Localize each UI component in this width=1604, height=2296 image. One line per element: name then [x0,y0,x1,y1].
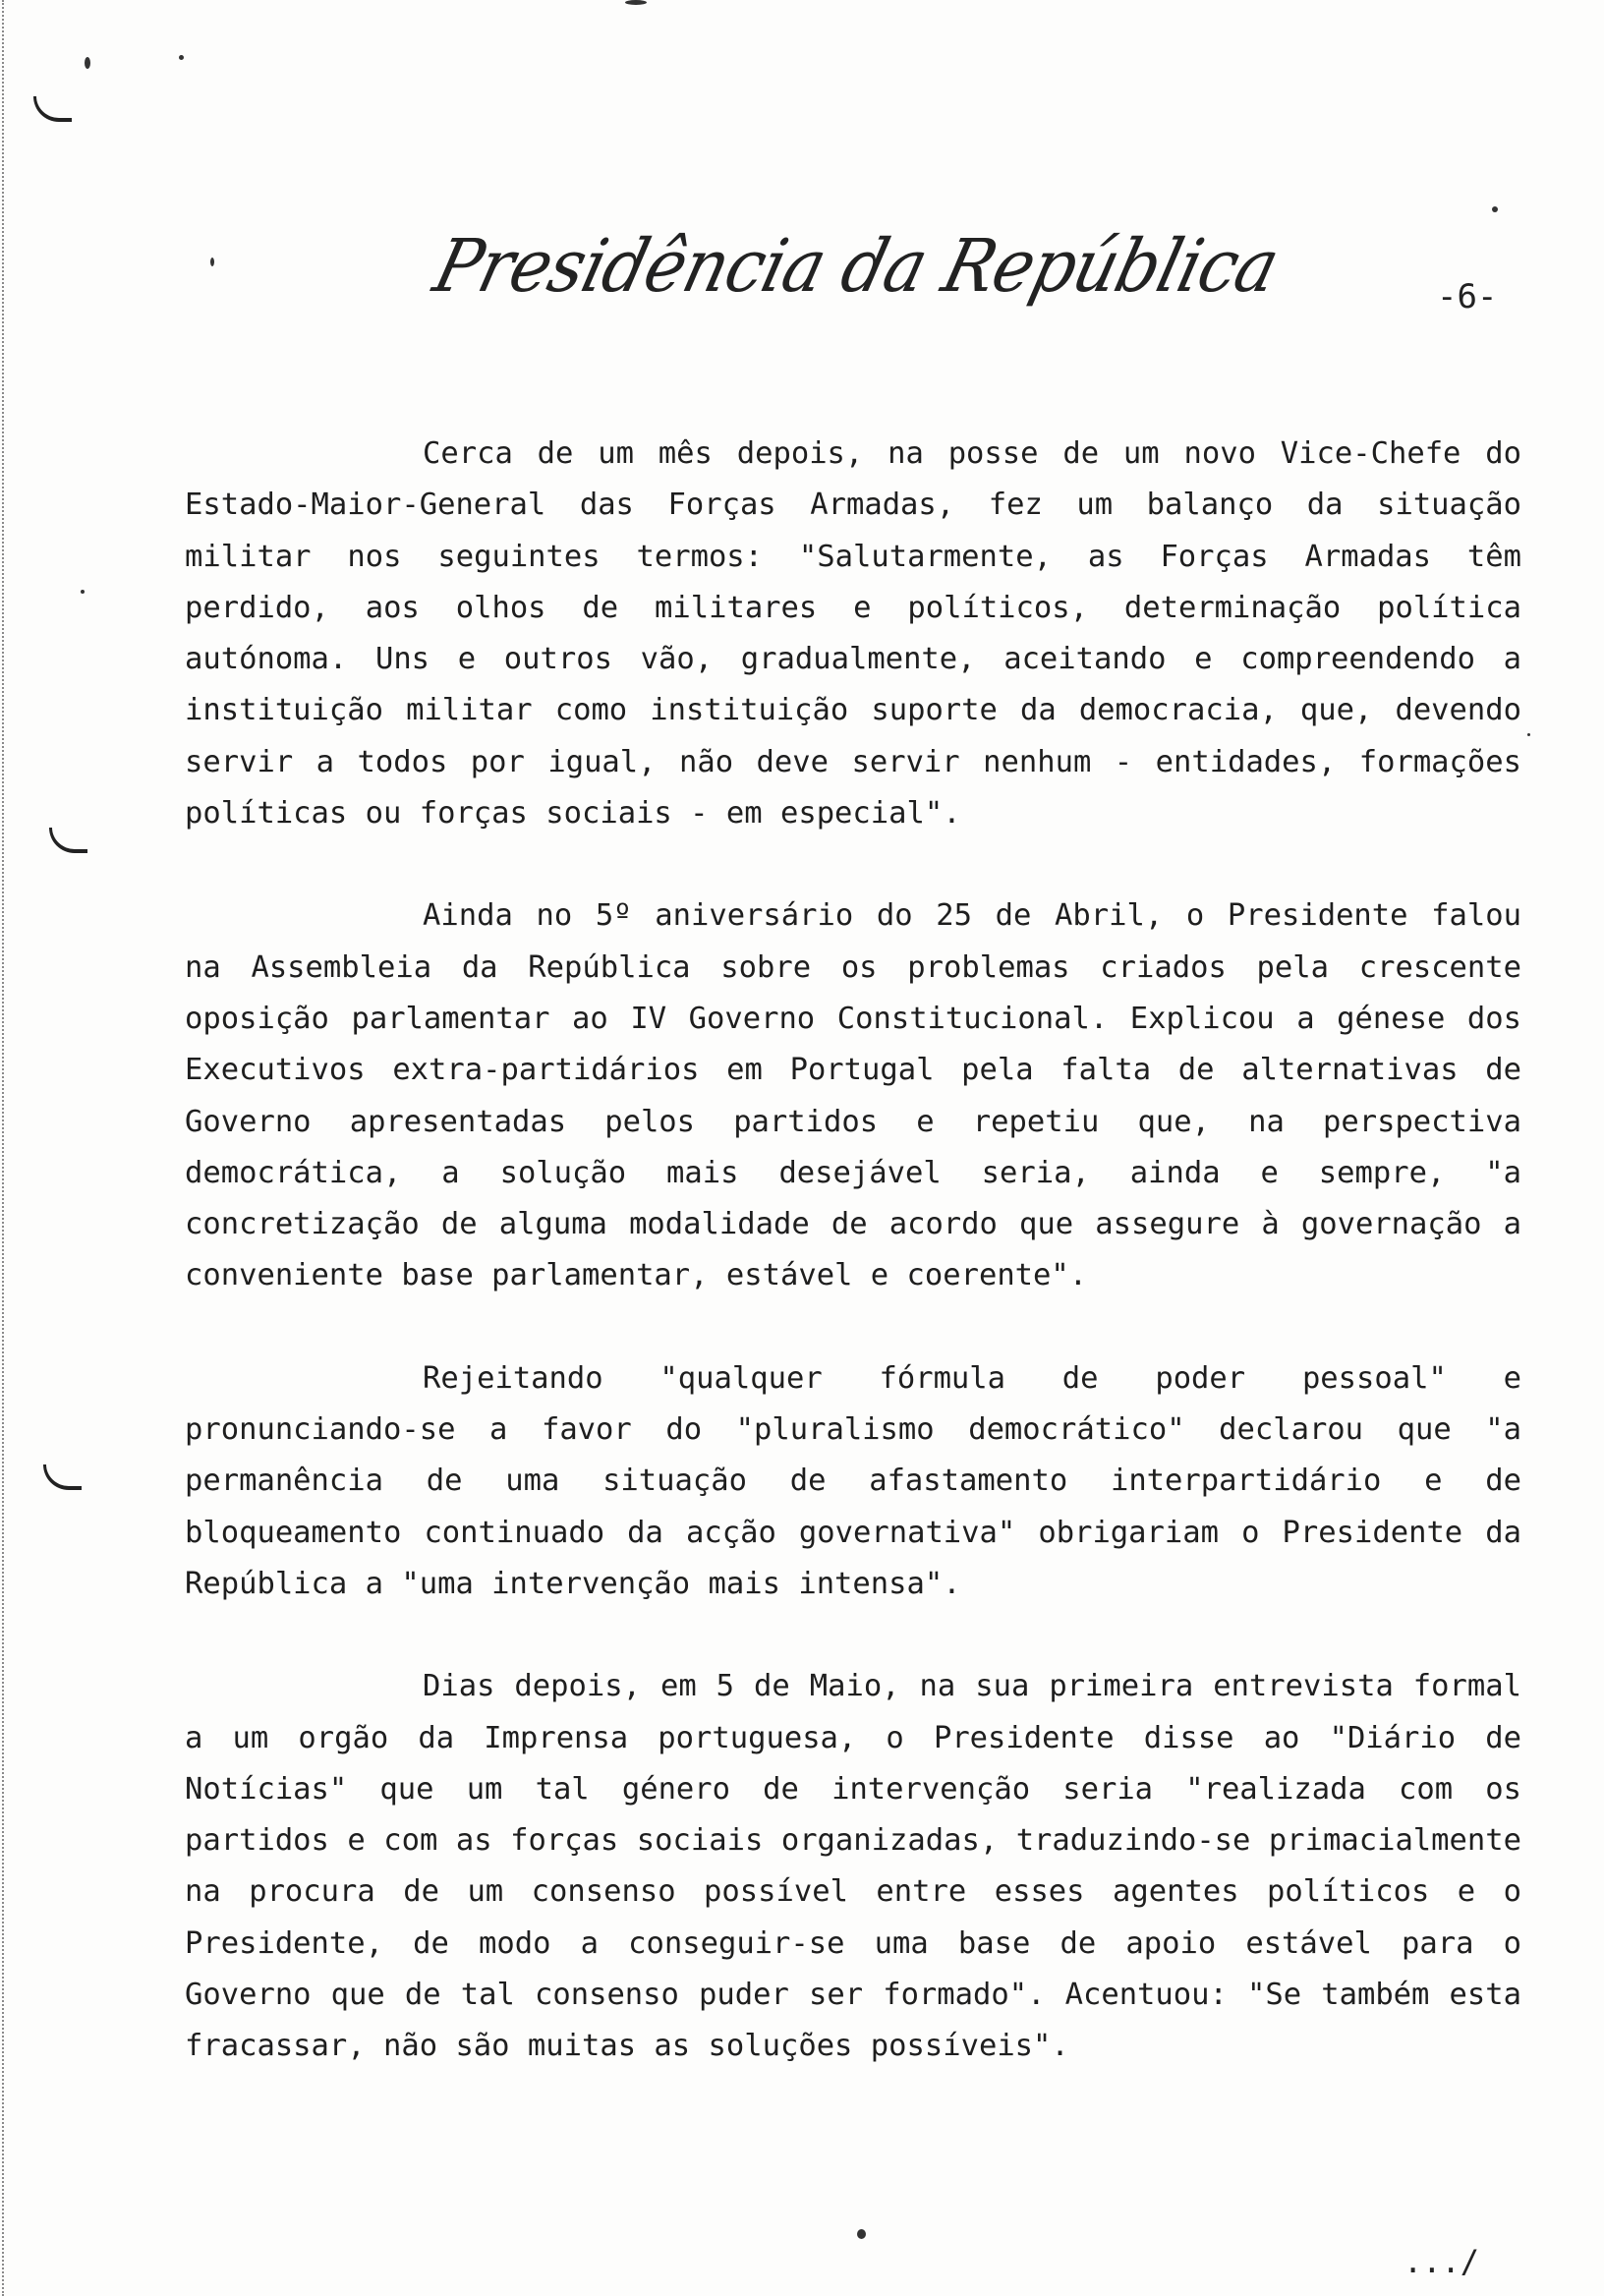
page-number: -6- [1437,277,1498,316]
scan-speck [1527,733,1530,736]
letterhead-title: Presidência da República [426,224,1287,309]
binding-hole-mark [33,96,72,122]
scan-speck [1492,206,1498,212]
paragraph: Rejeitando "qualquer fórmula de poder pessoal" e pronunciando-se a favor do "pluralismo democrático" declarou que "a permanência de uma situação de afastamento interpartidário e de bloqueamento continuado da acção governativa" obrigariam o Presidente da República a "uma intervenção mais intensa". [185,1360,1521,1601]
scan-speck [179,55,184,60]
scan-speck [625,0,647,5]
scan-speck [210,258,214,266]
scan-speck [81,590,85,594]
paragraph: Ainda no 5º aniversário do 25 de Abril, o Presidente falou na Assembleia da República sobre os problemas criados pela crescente oposição parlamentar ao IV Governo Constitucional. Explicou a génese dos Executivos extra-partidários em Portugal pela falta de alternativas de Governo apresentadas pelos partidos e repetiu que, na perspectiva democrática, a solução mais desejável seria, ainda e sempre, "a concretização de alguma modalidade de acordo que assegure à governação a conveniente base parlamentar, estável e coerente". [185,898,1521,1293]
scan-speck [857,2229,866,2239]
continuation-mark: .../ [1404,2243,1480,2280]
paragraph: Cerca de um mês depois, na posse de um novo Vice-Chefe do Estado-Maior-General das Forças Armadas, fez um balanço da situação militar nos seguintes termos: "Salutarmente, as Forças Armadas têm perdido, aos olhos de militares e políticos, determinação política autónoma. Uns e outros vão, gradualmente, aceitando e compreendendo a instituição militar como instituição suporte da democracia, que, devendo servir a todos por igual, não deve servir nenhum - entidades, formações políticas ou forças sociais - em especial". [185,436,1521,832]
document-body [185,429,1521,2073]
paragraph: Dias depois, em 5 de Maio, na sua primeira entrevista formal a um orgão da Imprensa portuguesa, o Presidente disse ao "Diário de Notícias" que um tal género de intervenção seria "realizada com os partidos e com as forças sociais organizadas, traduzindo-se primacialmente na procura de um consenso possível entre esses agentes políticos e o Presidente, de modo a conseguir-se uma base de apoio estável para o Governo que de tal consenso puder ser formado". Acentuou: "Se também esta fracassar, não são muitas as soluções possíveis". [185,1669,1521,2064]
binding-hole-mark [49,828,87,853]
scan-margin-edge [2,0,5,2296]
binding-hole-mark [43,1464,82,1490]
scan-speck [85,57,90,69]
